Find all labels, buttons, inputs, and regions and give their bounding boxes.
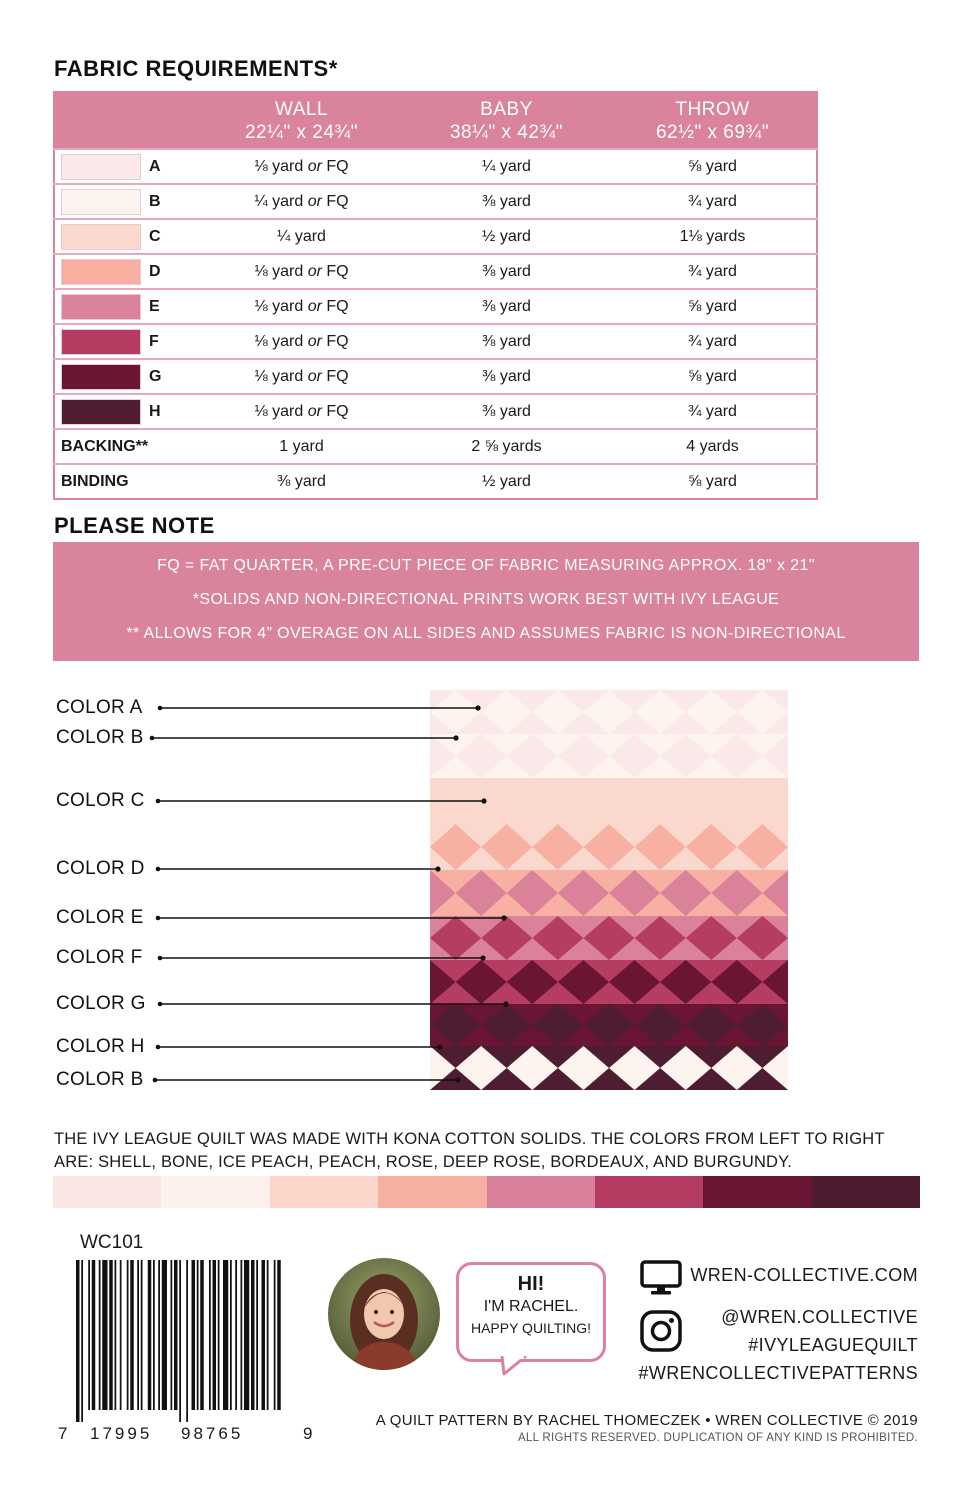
barcode-bar (99, 1260, 101, 1410)
bubble-name: I'M RACHEL. (483, 1298, 579, 1315)
barcode-bar (137, 1260, 139, 1410)
cell-wall: ⅛ yard or FQ (199, 359, 404, 394)
header-throw: THROW 62½" x 69¾" (609, 92, 817, 149)
barcode-bar (179, 1260, 181, 1422)
strip-swatch (53, 1176, 161, 1208)
monitor-icon (640, 1260, 682, 1301)
quilt-diagram (430, 690, 788, 1090)
barcode-bar (274, 1260, 276, 1410)
barcode-bar (162, 1260, 167, 1410)
color-label: COLOR B (56, 727, 144, 748)
barcode-digit: 9 (303, 1424, 316, 1443)
cell-throw: ⅝ yard (609, 464, 817, 499)
rights-line: ALL RIGHTS RESERVED. DUPLICATION OF ANY KIND IS PROHIBITED. (517, 1432, 918, 1444)
barcode-bar (171, 1260, 173, 1410)
fabric-letter: D (149, 262, 161, 280)
leader-dot (150, 736, 155, 741)
fabric-letter: C (149, 227, 161, 245)
barcode-bar (158, 1260, 160, 1410)
color-label: COLOR F (56, 947, 143, 968)
barcode-digit: 7 (58, 1424, 71, 1443)
cell-baby: ⅜ yard (404, 254, 609, 289)
barcode-bar (256, 1260, 258, 1410)
website-link[interactable]: WREN-COLLECTIVE.COM (690, 1265, 918, 1285)
barcode-bar (218, 1260, 220, 1410)
cell-wall: ⅛ yard or FQ (199, 289, 404, 324)
strip-swatch (487, 1176, 595, 1208)
barcode-bar (148, 1260, 152, 1410)
barcode-bar (174, 1260, 178, 1410)
cell-baby: ⅜ yard (404, 184, 609, 219)
color-label: COLOR H (56, 1036, 145, 1057)
fabric-letter: G (149, 367, 162, 385)
cell-throw: ⅝ yard (609, 359, 817, 394)
row-label: BACKING** (61, 437, 149, 455)
barcode-bar (88, 1260, 90, 1410)
barcode-bar (251, 1260, 255, 1410)
barcode-bar (213, 1260, 217, 1410)
barcode-bar (127, 1260, 129, 1410)
fabric-requirements-title: FABRIC REQUIREMENTS* (54, 56, 338, 81)
barcode-digit: 17995 (90, 1424, 153, 1443)
cell-throw: ¾ yard (609, 184, 817, 219)
barcode-bar (192, 1260, 196, 1410)
speech-bubble (456, 1262, 606, 1362)
barcode-bar (197, 1260, 199, 1410)
row-label: BINDING (61, 472, 129, 490)
barcode-bar (241, 1260, 243, 1410)
kona-description: THE IVY LEAGUE QUILT WAS MADE WITH KONA COTTON SOLIDS. THE COLORS FROM LEFT TO RIGHT ARE: SHELL, BONE, ICE PEACH, PEACH, ROSE, DEEP ROSE, BORDEAUX, AND BURGUNDY. (54, 1130, 885, 1171)
instagram-icon (640, 1310, 682, 1357)
avatar (328, 1258, 440, 1370)
cell-throw: ¾ yard (609, 324, 817, 359)
strip-swatch (161, 1176, 269, 1208)
color-label: COLOR B (56, 1069, 144, 1090)
strip-swatch (703, 1176, 811, 1208)
cell-wall: ¼ yard (199, 219, 404, 254)
cell-wall: ¼ yard or FQ (199, 184, 404, 219)
barcode-bar (120, 1260, 122, 1410)
cell-wall: ⅜ yard (199, 464, 404, 499)
barcode-bar (223, 1260, 228, 1410)
cell-baby: 2 ⅝ yards (404, 429, 609, 464)
color-label: COLOR E (56, 907, 144, 928)
fabric-letter: H (149, 402, 161, 420)
cell-baby: ⅜ yard (404, 359, 609, 394)
barcode-bar (277, 1260, 281, 1410)
cell-throw: 4 yards (609, 429, 817, 464)
cell-baby: ⅜ yard (404, 289, 609, 324)
leader-dot (156, 867, 161, 872)
leader-dot (156, 1045, 161, 1050)
leader-dot (158, 956, 163, 961)
barcode-bar (267, 1260, 269, 1410)
bubble-tail (500, 1356, 530, 1376)
barcode-bar (186, 1260, 188, 1422)
cell-throw: ¾ yard (609, 254, 817, 289)
barcode-digit: 98765 (181, 1424, 244, 1443)
barcode-bar (244, 1260, 249, 1410)
barcode-bar (200, 1260, 204, 1410)
barcode-bar (109, 1260, 113, 1410)
barcode-bar (209, 1260, 211, 1410)
cell-wall: ⅛ yard or FQ (199, 324, 404, 359)
cell-baby: ⅜ yard (404, 324, 609, 359)
strip-swatch (812, 1176, 920, 1208)
fabric-letter: A (149, 157, 161, 175)
strip-swatch (378, 1176, 486, 1208)
barcode-bar (130, 1260, 134, 1410)
instagram-handle[interactable]: @WREN.COLLECTIVE (721, 1307, 918, 1327)
cell-baby: ⅜ yard (404, 394, 609, 429)
cell-throw: 1⅛ yards (609, 219, 817, 254)
leader-dot (156, 799, 161, 804)
bubble-hi: HI! (517, 1273, 545, 1295)
fabric-letter: F (149, 332, 159, 350)
cell-baby: ½ yard (404, 464, 609, 499)
barcode-bar (81, 1260, 83, 1422)
leader-dot (156, 916, 161, 921)
color-swatch-strip (53, 1176, 920, 1208)
leader-dot (158, 1002, 163, 1007)
cell-baby: ¼ yard (404, 149, 609, 184)
cell-throw: ⅝ yard (609, 289, 817, 324)
hashtag: #WRENCOLLECTIVEPATTERNS (638, 1363, 918, 1383)
cell-wall: 1 yard (199, 429, 404, 464)
barcode-bar (92, 1260, 96, 1410)
bubble-greeting: HAPPY QUILTING! (470, 1320, 592, 1336)
barcode-bar (115, 1260, 117, 1410)
note-line: ** ALLOWS FOR 4” OVERAGE ON ALL SIDES AND ASSUMES FABRIC IS NON-DIRECTIONAL (126, 625, 846, 642)
barcode-bar (102, 1260, 107, 1410)
note-line: FQ = FAT QUARTER, A PRE-CUT PIECE OF FABRIC MEASURING APPROX. 18" x 21" (157, 557, 815, 574)
strip-swatch (595, 1176, 703, 1208)
barcode (74, 1260, 324, 1422)
color-label: COLOR G (56, 993, 146, 1014)
barcode-bar (76, 1260, 80, 1422)
cell-throw: ⅝ yard (609, 149, 817, 184)
note-line: *SOLIDS AND NON-DIRECTIONAL PRINTS WORK BEST WITH IVY LEAGUE (192, 591, 780, 608)
fabric-letter: B (149, 192, 161, 210)
leader-dot (158, 706, 163, 711)
color-label: COLOR A (56, 697, 143, 718)
sku-label: WC101 (80, 1232, 144, 1253)
fabric-letter: E (149, 297, 160, 315)
strip-swatch (270, 1176, 378, 1208)
cell-baby: ½ yard (404, 219, 609, 254)
cell-wall: ⅛ yard or FQ (199, 254, 404, 289)
header-baby: BABY 38¼" x 42¾" (404, 92, 609, 149)
leader-dot (153, 1078, 158, 1083)
cell-wall: ⅛ yard or FQ (199, 149, 404, 184)
barcode-bar (153, 1260, 155, 1410)
please-note-title: PLEASE NOTE (54, 513, 215, 538)
barcode-bar (235, 1260, 237, 1410)
hashtag: #IVYLEAGUEQUILT (748, 1335, 918, 1355)
barcode-bar (141, 1260, 143, 1410)
color-label: COLOR D (56, 858, 145, 879)
cell-wall: ⅛ yard or FQ (199, 394, 404, 429)
cell-throw: ¾ yard (609, 394, 817, 429)
barcode-bar (230, 1260, 232, 1410)
color-label: COLOR C (56, 790, 145, 811)
header-wall: WALL 22¼" x 24¾" (199, 92, 404, 149)
barcode-bar (262, 1260, 266, 1410)
credit-line: A QUILT PATTERN BY RACHEL THOMECZEK • WREN COLLECTIVE © 2019 (375, 1412, 918, 1429)
